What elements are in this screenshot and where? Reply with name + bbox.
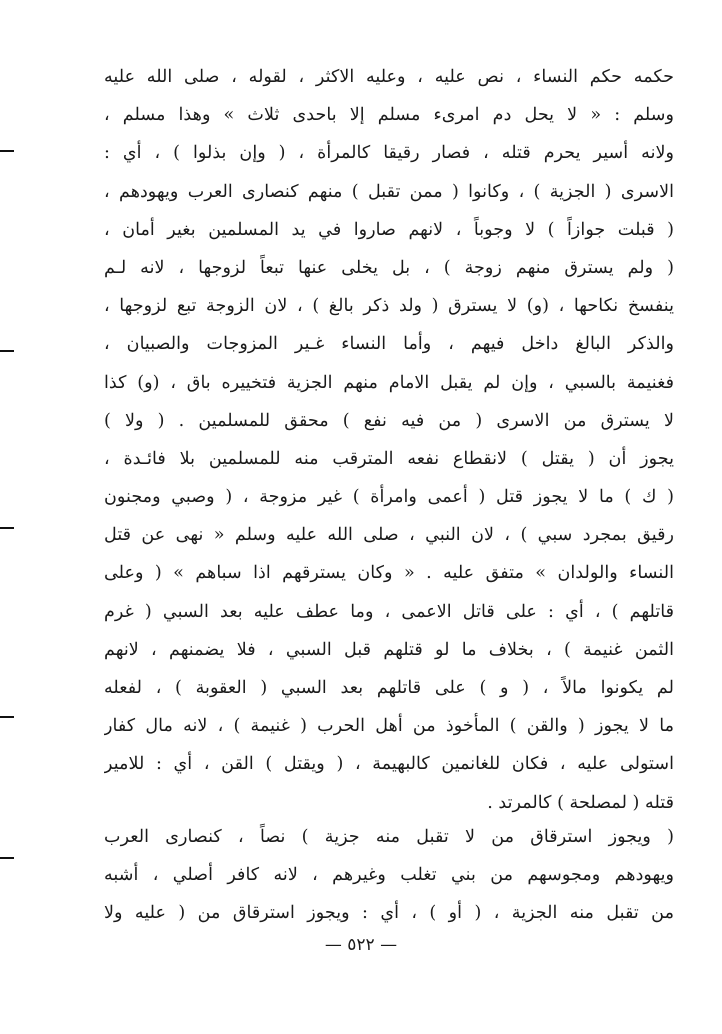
text-line: لم يكونوا مالاً ، ( و ) على قاتلهم بعد السبي ( العقوبة ) ، لفعله: [104, 678, 674, 698]
page-number: — ٥٢٢ —: [324, 935, 398, 955]
text-line: ويهودهم ومجوسهم من بني تغلب وغيرهم ، لانه كافر أصلي ، أشبه: [104, 865, 674, 886]
text-line: والذكر البالغ داخل فيهم ، وأما النساء غـير المزوجات والصبيان ،: [104, 334, 674, 355]
text-line: حكمه حكم النساء ، نص عليه ، وعليه الاكثر ، لقوله ، صلى الله عليه: [104, 67, 674, 87]
margin-mark: [0, 857, 14, 859]
text-line: النساء والولدان » متفق عليه . « وكان يسترقهم اذا سباهم » ( وعلى: [104, 563, 674, 584]
text-line: من تقبل منه الجزية ، ( أو ) ، أي : ويجوز استرقاق من ( عليه ولا: [104, 903, 674, 924]
margin-mark: [0, 350, 14, 352]
text-line: ( ويجوز استرقاق من لا تقبل منه جزية ) نصاً ، كنصارى العرب: [104, 827, 674, 847]
paragraph-main: [104, 58, 674, 822]
text-line: الاسرى ( الجزية ) ، وكانوا ( ممن تقبل ) منهم كنصارى العرب ويهودهم ،: [104, 181, 674, 202]
text-line: قتله ( لمصلحة ) كالمرتد .: [487, 792, 674, 813]
margin-mark: [0, 527, 14, 529]
text-line: استولى عليه ، فكان للغانمين كالبهيمة ، ( ويقتل ) القن ، أي : للامير: [104, 754, 674, 775]
text-line: ينفسخ نكاحها ، (و) لا يسترق ( ولد ذكر بالغ ) ، لان الزوجة تبع لزوجها ،: [104, 296, 674, 317]
text-line: وسلم : « لا يحل دم امرىء مسلم إلا باحدى ثلاث » وهذا مسلم ،: [104, 105, 674, 126]
text-line: ( ولم يسترق منهم زوجة ) ، بل يخلى عنها تبعاً لزوجها ، لانه لـم: [104, 257, 674, 278]
text-line: يجوز أن ( يقتل ) لانقطاع نفعه المترقب منه للمسلمين بلا فائـدة ،: [104, 448, 674, 469]
text-line: ( ك ) ما لا يجوز قتل ( أعمى وامرأة ) غير مزوجة ، ( وصبي ومجنون: [104, 487, 674, 508]
text-line: لا يسترق من الاسرى ( من فيه نفع ) محقق للمسلمين . ( ولا ): [104, 410, 674, 431]
text-line: ( قبلت جوازاً ) لا وجوباً ، لانهم صاروا في يد المسلمين بغير أمان ،: [104, 219, 674, 240]
text-line: الثمن غنيمة ) ، بخلاف ما لو قتلهم قبل السبي ، فلا يضمنهم ، لانهم: [104, 639, 674, 660]
margin-mark: [0, 716, 14, 718]
text-line: ما لا يجوز ( والقن ) المأخوذ من أهل الحرب ( غنيمة ) ، لانه مال كفار: [104, 716, 674, 737]
text-line: رقيق بمجرد سبي ) ، لان النبي ، صلى الله عليه وسلم « نهى عن قتل: [104, 525, 674, 546]
text-line: قاتلهم ) ، أي : على قاتل الاعمى ، وما عطف عليه بعد السبي ( غرم: [104, 601, 674, 622]
paragraph-second: [104, 818, 674, 933]
text-line: فغنيمة بالسبي ، وإن لم يقبل الامام منهم الجزية فتخييره باق ، (و) كذا: [104, 372, 674, 393]
margin-mark: [0, 150, 14, 152]
text-line: ولانه أسير يحرم قتله ، فصار رقيقا كالمرأة ، ( وإن بذلوا ) ، أي :: [104, 143, 674, 164]
